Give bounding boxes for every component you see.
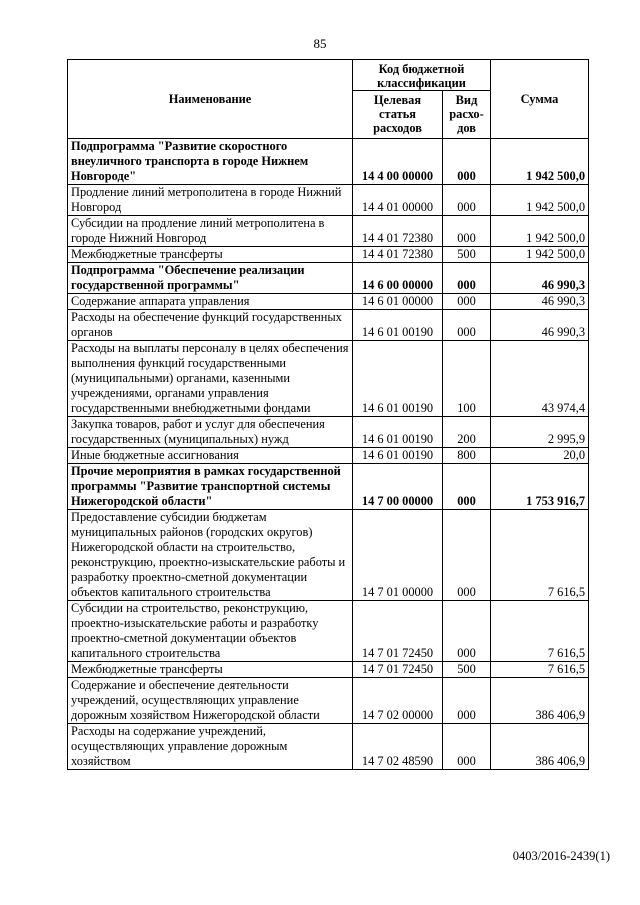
row-expense-type: 000 [443,678,491,724]
row-target-article: 14 7 01 72450 [353,601,443,662]
table-row [68,448,589,464]
row-expense-type: 000 [443,310,491,341]
row-sum: 1 942 500,0 [491,139,589,185]
header-code-group: Код бюджетной классификации [353,60,491,91]
row-expense-type: 000 [443,601,491,662]
header-target-article: Целевая статья расходов [353,91,443,139]
table-row [68,724,589,770]
row-sum: 46 990,3 [491,263,589,294]
row-name: Содержание и обеспечение деятельности учреждений, осуществляющих управление дорожным хозяйством Нижегородской области [68,678,353,724]
row-target-article: 14 4 01 72380 [353,247,443,263]
header-name: Наименование [68,60,353,139]
row-expense-type: 000 [443,216,491,247]
table-body [68,139,589,770]
row-target-article: 14 6 01 00190 [353,310,443,341]
row-target-article: 14 6 00 00000 [353,263,443,294]
row-target-article: 14 6 01 00190 [353,417,443,448]
row-expense-type: 100 [443,341,491,417]
row-sum: 1 942 500,0 [491,247,589,263]
row-sum: 1 753 916,7 [491,464,589,510]
row-expense-type: 000 [443,139,491,185]
row-name: Содержание аппарата управления [68,294,353,310]
row-sum: 7 616,5 [491,601,589,662]
row-name: Прочие мероприятия в рамках государственной программы "Развитие транспортной системы Нижегородской области" [68,464,353,510]
table-row [68,247,589,263]
table-row [68,662,589,678]
row-expense-type: 500 [443,247,491,263]
row-sum: 386 406,9 [491,678,589,724]
row-expense-type: 500 [443,662,491,678]
row-name: Межбюджетные трансферты [68,662,353,678]
table-row [68,601,589,662]
row-sum: 1 942 500,0 [491,185,589,216]
row-expense-type: 000 [443,185,491,216]
row-name: Иные бюджетные ассигнования [68,448,353,464]
table-row [68,510,589,601]
row-target-article: 14 4 01 00000 [353,185,443,216]
row-sum: 7 616,5 [491,662,589,678]
row-target-article: 14 4 00 00000 [353,139,443,185]
table-row [68,678,589,724]
budget-table [67,59,589,770]
row-name: Подпрограмма "Развитие скоростного внеуличного транспорта в городе Нижнем Новгороде" [68,139,353,185]
row-expense-type: 000 [443,724,491,770]
row-sum: 7 616,5 [491,510,589,601]
row-expense-type: 000 [443,263,491,294]
row-target-article: 14 4 01 72380 [353,216,443,247]
row-sum: 386 406,9 [491,724,589,770]
row-name: Предоставление субсидии бюджетам муниципальных районов (городских округов) Нижегородской области на строительство, реконструкцию, проектно-изыскательские работы и разработку проектно-сметной документации объектов капитального строительства [68,510,353,601]
row-target-article: 14 6 01 00190 [353,448,443,464]
row-name: Расходы на выплаты персоналу в целях обеспечения выполнения функций государственными (муниципальными) органами, казенными учреждениями, органами управления государственными внебюджетными фондами [68,341,353,417]
row-target-article: 14 7 01 72450 [353,662,443,678]
row-target-article: 14 7 02 00000 [353,678,443,724]
row-name: Расходы на содержание учреждений, осуществляющих управление дорожным хозяйством [68,724,353,770]
row-sum: 2 995,9 [491,417,589,448]
row-sum: 1 942 500,0 [491,216,589,247]
table-row [68,139,589,185]
table-row [68,294,589,310]
table-row [68,185,589,216]
page-number: 85 [313,36,327,51]
row-name: Субсидии на продление линий метрополитена в городе Нижний Новгород [68,216,353,247]
row-sum: 20,0 [491,448,589,464]
row-target-article: 14 7 02 48590 [353,724,443,770]
header-expense-type: Вид расхо-дов [443,91,491,139]
row-name: Субсидии на строительство, реконструкцию, проектно-изыскательские работы и разработку проектно-сметной документации объектов капитального строительства [68,601,353,662]
row-name: Продление линий метрополитена в городе Нижний Новгород [68,185,353,216]
row-sum: 46 990,3 [491,310,589,341]
row-expense-type: 000 [443,510,491,601]
row-name: Межбюджетные трансферты [68,247,353,263]
row-target-article: 14 7 01 00000 [353,510,443,601]
header-sum: Сумма [491,60,589,139]
table-row [68,263,589,294]
table-row [68,417,589,448]
row-expense-type: 800 [443,448,491,464]
row-expense-type: 000 [443,464,491,510]
row-target-article: 14 6 01 00190 [353,341,443,417]
row-sum: 46 990,3 [491,294,589,310]
row-name: Закупка товаров, работ и услуг для обеспечения государственных (муниципальных) нужд [68,417,353,448]
table-row [68,216,589,247]
row-expense-type: 200 [443,417,491,448]
row-sum: 43 974,4 [491,341,589,417]
row-target-article: 14 6 01 00000 [353,294,443,310]
table-row [68,464,589,510]
row-target-article: 14 7 00 00000 [353,464,443,510]
row-name: Подпрограмма "Обеспечение реализации государственной программы" [68,263,353,294]
table-row [68,341,589,417]
row-expense-type: 000 [443,294,491,310]
table-row [68,310,589,341]
row-name: Расходы на обеспечение функций государственных органов [68,310,353,341]
document-code: 0403/2016-2439(1) [512,849,610,863]
